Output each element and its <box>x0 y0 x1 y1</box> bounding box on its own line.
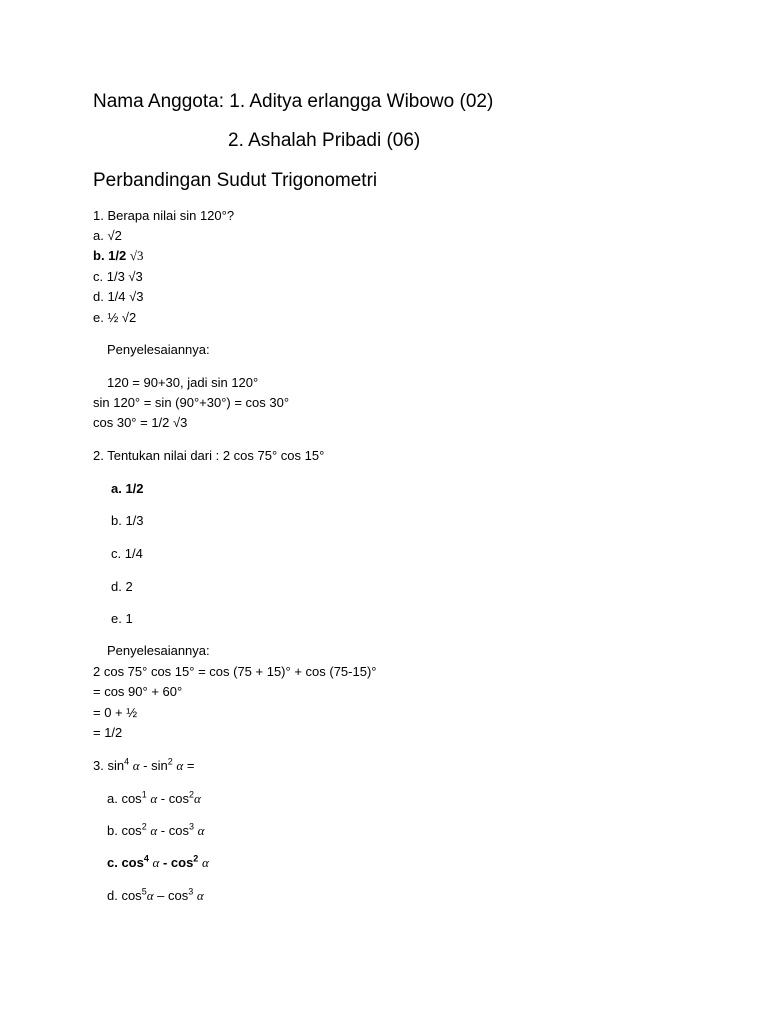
q3-exp-1: 4 <box>124 756 130 767</box>
q3-d-alpha-2: α <box>196 888 204 903</box>
q3-option-d <box>107 887 204 905</box>
q1-option-b <box>93 247 144 265</box>
q1-option-d: d. 1/4 √3 <box>93 289 144 304</box>
q3-alpha-2: α <box>176 758 184 773</box>
q3-alpha-1: α <box>132 758 140 773</box>
q2-option-c: c. 1/4 <box>111 546 143 561</box>
q3-b-alpha-2: α <box>197 823 205 838</box>
q3-exp-2: 2 <box>167 756 173 767</box>
q2-solution-line-4: = 1/2 <box>93 725 123 740</box>
q1-solution-line-3: cos 30° = 1/2 √3 <box>93 415 188 430</box>
q3-mid: - sin <box>143 758 168 773</box>
q3-option-b <box>107 822 204 840</box>
q2-solution-line-1: 2 cos 75° cos 15° = cos (75 + 15)° + cos (75-15)° <box>93 664 377 679</box>
q3-c-exp-2: 2 <box>193 853 199 864</box>
q1-option-a: a. √2 <box>93 228 122 243</box>
q2-solution-line-3: = 0 + ½ <box>93 705 138 720</box>
q3-c-alpha-1: α <box>152 855 160 870</box>
q1-solution-label: Penyelesaiannya: <box>107 342 210 357</box>
q3-b-label: b. cos <box>107 823 142 838</box>
q3-suffix: = <box>186 758 195 773</box>
q3-b-exp-1: 2 <box>141 821 147 832</box>
q1-option-b-text: b. 1/2 <box>93 248 127 263</box>
q3-d-mid: – cos <box>157 888 189 903</box>
q2-solution-line-2: = cos 90° + 60° <box>93 684 183 699</box>
q2-option-a: a. 1/2 <box>111 481 144 496</box>
q3-a-alpha-2: α <box>193 791 201 806</box>
q3-c-mid: - cos <box>162 855 194 870</box>
q3-c-alpha-2: α <box>201 855 209 870</box>
q3-prefix: 3. sin <box>93 758 125 773</box>
q3-option-a <box>107 790 201 808</box>
q3-d-exp-2: 3 <box>188 886 194 897</box>
q2-option-b: b. 1/3 <box>111 513 144 528</box>
q3-a-exp-1: 1 <box>141 789 147 800</box>
member-2: 2. Ashalah Pribadi (06) <box>228 130 421 151</box>
q3-b-mid: - cos <box>160 823 189 838</box>
q3-d-exp-1: 5 <box>141 886 147 897</box>
members-heading: Nama Anggota: 1. Aditya erlangga Wibowo (02) <box>93 91 494 112</box>
q2-question: 2. Tentukan nilai dari : 2 cos 75° cos 15° <box>93 448 325 463</box>
q3-c-exp-1: 4 <box>143 853 149 864</box>
q1-question: 1. Berapa nilai sin 120°? <box>93 208 235 223</box>
q3-question <box>93 757 194 775</box>
q3-b-exp-2: 3 <box>188 821 194 832</box>
q3-option-c <box>107 854 209 872</box>
q2-solution-label: Penyelesaiannya: <box>107 643 210 658</box>
q2-option-d: d. 2 <box>111 579 133 594</box>
q3-a-mid: - cos <box>160 791 189 806</box>
q1-option-c: c. 1/3 √3 <box>93 269 143 284</box>
q1-option-e: e. ½ √2 <box>93 310 137 325</box>
q3-b-alpha-1: α <box>150 823 158 838</box>
q1-solution-line-2: sin 120° = sin (90°+30°) = cos 30° <box>93 395 290 410</box>
q3-a-exp-2: 2 <box>188 789 194 800</box>
q3-d-label: d. cos <box>107 888 142 903</box>
q3-d-alpha-1: α <box>146 888 154 903</box>
q2-option-e: e. 1 <box>111 611 133 626</box>
q3-c-label: c. cos <box>107 855 144 870</box>
q3-a-alpha-1: α <box>150 791 158 806</box>
q3-a-label: a. cos <box>107 791 142 806</box>
page-title: Perbandingan Sudut Trigonometri <box>93 170 378 191</box>
q1-solution-line-1: 120 = 90+30, jadi sin 120° <box>107 375 259 390</box>
q1-option-b-root: √3 <box>129 248 144 263</box>
